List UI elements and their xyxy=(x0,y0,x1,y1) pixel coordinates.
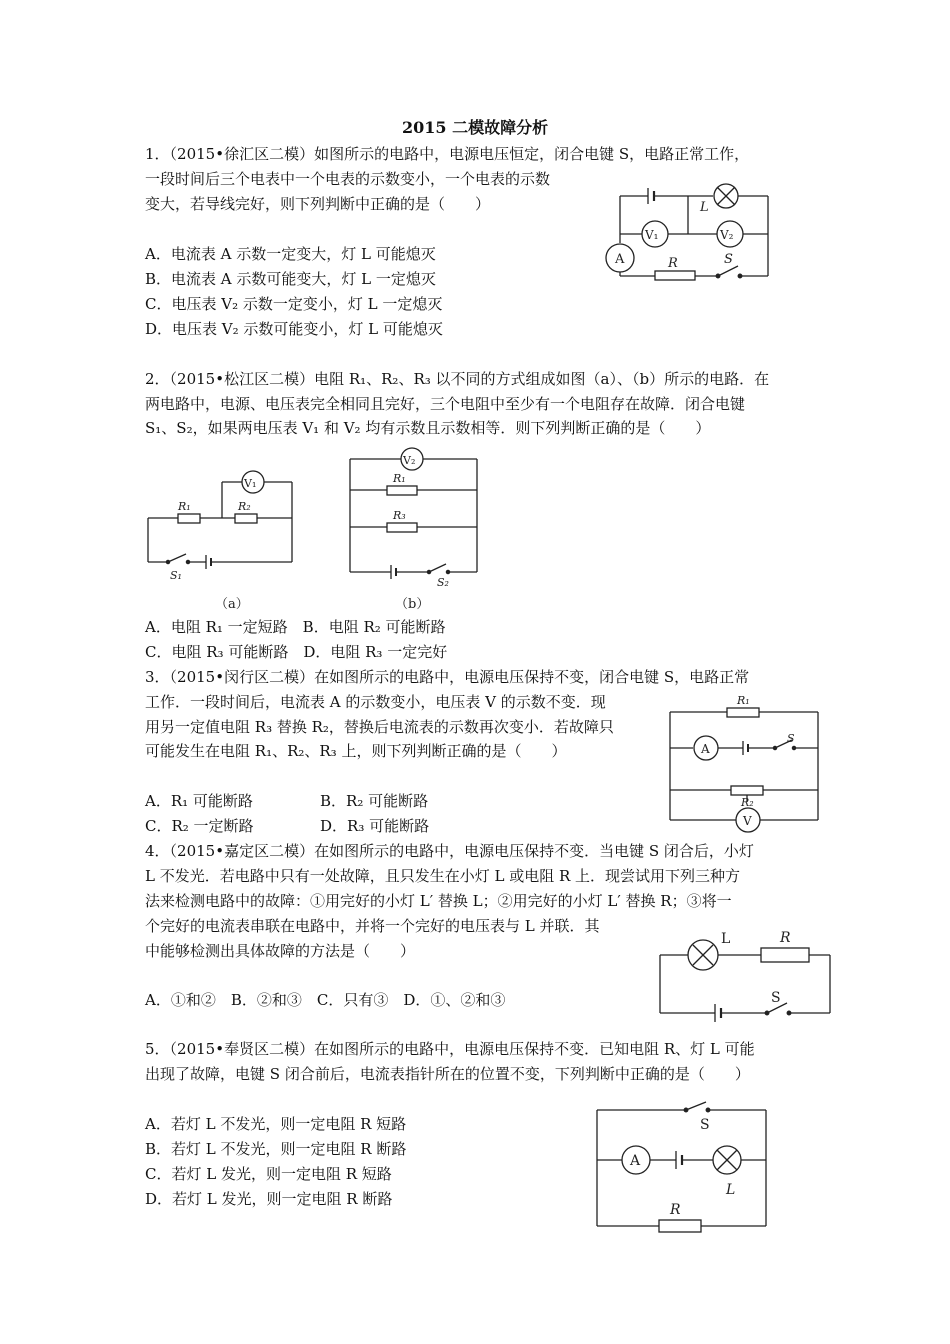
q4-line-5: 中能够检测出具体故障的方法是（ ） xyxy=(145,942,416,960)
q3-circuit-figure xyxy=(665,690,825,835)
q2b-switch-label: S₂ xyxy=(437,576,449,589)
resistor-r1-icon xyxy=(178,514,200,523)
q3-line-2: 工作．一段时间后，电流表 A 的示数变小，电压表 V 的示数不变．现 xyxy=(145,693,606,711)
q4-switch-label: S xyxy=(771,990,781,1006)
resistor-r3-icon xyxy=(387,523,417,532)
resistor-icon xyxy=(761,948,809,962)
q2a-r2-label: R₂ xyxy=(238,500,251,513)
switch-icon xyxy=(718,266,738,276)
q3-option-a: A．R₁ 可能断路 xyxy=(145,792,253,810)
q1-resistor-label: R xyxy=(668,256,678,271)
q5-lamp-label: L xyxy=(726,1182,736,1198)
q3-option-c: C．R₂ 一定断路 xyxy=(145,817,254,835)
resistor-r2-icon xyxy=(235,514,257,523)
q3-ammeter-label: A xyxy=(701,742,710,756)
q4-line-4: 个完好的电流表串联在电路中，并将一个完好的电压表与 L 并联．其 xyxy=(145,917,600,935)
q5-ammeter-label: A xyxy=(630,1153,641,1169)
q2-circuit-figure-a xyxy=(140,470,310,615)
q5-resistor-label: R xyxy=(670,1202,681,1218)
q3-line-4: 可能发生在电阻 R₁、R₂、R₃ 上，则下列判断正确的是（ ） xyxy=(145,742,567,760)
q3-line-1: 3．（2015•闵行区二模）在如图所示的电路中，电源电压保持不变，闭合电键 S，电路正常 xyxy=(145,668,750,686)
q2b-r3-label: R₃ xyxy=(393,509,406,522)
switch-icon xyxy=(686,1102,706,1110)
q2a-switch-label: S₁ xyxy=(170,569,182,582)
q3-switch-label: S xyxy=(787,732,795,745)
q1-option-b: B．电流表 A 示数可能变大，灯 L 一定熄灭 xyxy=(145,270,436,288)
page-title: 2015 二模故障分析 xyxy=(402,118,549,137)
q5-option-a: A．若灯 L 不发光，则一定电阻 R 短路 xyxy=(145,1115,407,1133)
q3-r2-label: R₂ xyxy=(741,796,754,809)
q1-line-3: 变大，若导线完好，则下列判断中正确的是（ ） xyxy=(145,195,491,213)
q1-ammeter-label: A xyxy=(615,252,625,267)
q1-option-a: A．电流表 A 示数一定变大，灯 L 可能熄灭 xyxy=(145,245,436,263)
q5-circuit-figure xyxy=(592,1098,772,1233)
q2b-caption: （b） xyxy=(395,597,430,612)
q1-v2-label: V₂ xyxy=(720,228,734,242)
q3-voltmeter-label: V xyxy=(743,814,752,828)
q4-circuit-figure xyxy=(655,925,835,1025)
q5-line-2: 出现了故障，电键 S 闭合前后，电流表指针所在的位置不变，下列判断中正确的是（ ） xyxy=(145,1065,750,1083)
q5-line-1: 5．（2015•奉贤区二模）在如图所示的电路中，电源电压保持不变．已知电阻 R、灯 L 可能 xyxy=(145,1040,755,1058)
q2b-r1-label: R₁ xyxy=(393,472,406,485)
q2-circuit-figure-b xyxy=(345,447,490,615)
resistor-icon xyxy=(655,271,695,280)
resistor-r2-icon xyxy=(731,786,763,795)
switch-icon xyxy=(168,554,186,562)
q2-line-1: 2．（2015•松江区二模）电阻 R₁、R₂、R₃ 以不同的方式组成如图（a）、（b）所示的电路．在 xyxy=(145,370,770,388)
q1-switch-label: S xyxy=(724,252,733,267)
q3-line-3: 用另一定值电阻 R₃ 替换 R₂，替换后电流表的示数再次变小．若故障只 xyxy=(145,718,614,736)
q5-option-d: D．若灯 L 发光，则一定电阻 R 断路 xyxy=(145,1190,393,1208)
q4-options: A．①和② B．②和③ C．只有③ D．①、②和③ xyxy=(145,991,506,1009)
q2a-caption: （a） xyxy=(215,597,249,612)
q3-r1-label: R₁ xyxy=(737,694,750,707)
q1-v1-label: V₁ xyxy=(645,228,659,242)
q4-line-2: L 不发光．若电路中只有一处故障，且只发生在小灯 L 或电阻 R 上．现尝试用下列三种方 xyxy=(145,867,741,885)
q2-line-3: S₁、S₂，如果两电压表 V₁ 和 V₂ 均有示数且示数相等．则下列判断正确的是（ ） xyxy=(145,419,711,437)
q4-resistor-label: R xyxy=(780,930,791,946)
q2-line-2: 两电路中，电源、电压表完全相同且完好，三个电阻中至少有一个电阻存在故障．闭合电键 xyxy=(145,395,746,413)
q1-line-1: 1．（2015•徐汇区二模）如图所示的电路中，电源电压恒定，闭合电键 S，电路正常工作， xyxy=(145,145,750,163)
q5-switch-label: S xyxy=(700,1117,710,1133)
q1-lamp-label: L xyxy=(700,200,709,215)
q1-option-c: C．电压表 V₂ 示数一定变小，灯 L 一定熄灭 xyxy=(145,295,443,313)
resistor-r1-icon xyxy=(387,486,417,495)
q3-option-d: D．R₃ 可能断路 xyxy=(320,817,430,835)
resistor-r1-icon xyxy=(727,708,759,717)
q1-option-d: D．电压表 V₂ 示数可能变小，灯 L 可能熄灭 xyxy=(145,320,443,338)
q4-line-1: 4．（2015•嘉定区二模）在如图所示的电路中，电源电压保持不变．当电键 S 闭合后，小灯 xyxy=(145,842,754,860)
switch-icon xyxy=(429,564,446,572)
q4-line-3: 法来检测电路中的故障：①用完好的小灯 L′ 替换 L；②用完好的小灯 L′ 替换 R；③将一 xyxy=(145,892,732,910)
q2-option-ab: A．电阻 R₁ 一定短路 B．电阻 R₂ 可能断路 xyxy=(145,618,446,636)
q2b-v-label: V₂ xyxy=(403,454,416,467)
resistor-icon xyxy=(659,1220,701,1232)
q2a-r1-label: R₁ xyxy=(178,500,191,513)
q3-option-b: B．R₂ 可能断路 xyxy=(320,792,429,810)
q2a-v-label: V₁ xyxy=(244,477,257,490)
q4-lamp-label: L xyxy=(721,931,731,947)
q5-option-c: C．若灯 L 发光，则一定电阻 R 短路 xyxy=(145,1165,392,1183)
q2-option-cd: C．电阻 R₃ 可能断路 D．电阻 R₃ 一定完好 xyxy=(145,643,448,661)
q1-line-2: 一段时间后三个电表中一个电表的示数变小，一个电表的示数 xyxy=(145,170,551,188)
q5-option-b: B．若灯 L 不发光，则一定电阻 R 断路 xyxy=(145,1140,407,1158)
q1-circuit-figure xyxy=(600,178,780,283)
